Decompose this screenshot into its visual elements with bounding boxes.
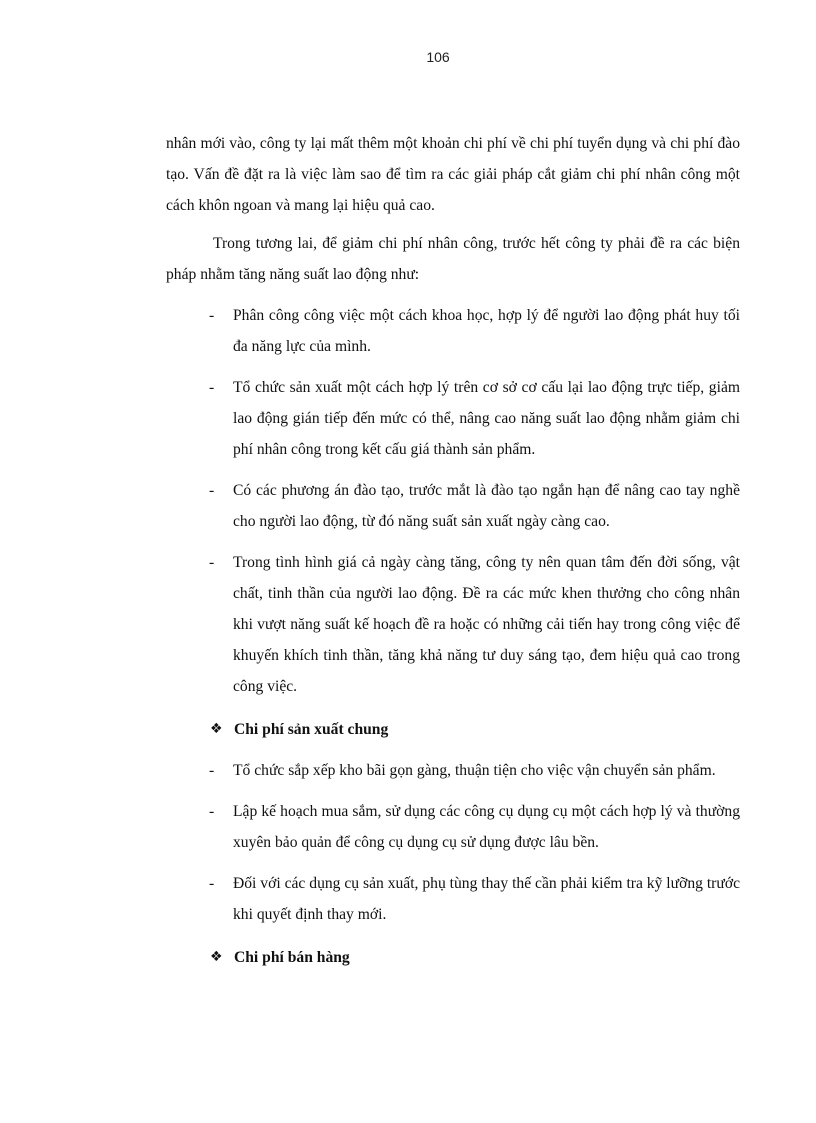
dash-bullet: - [209, 554, 215, 571]
page-number: 106 [426, 49, 450, 65]
section-heading-text: Chi phí bán hàng [234, 949, 350, 966]
section-heading-sales-costs [166, 942, 740, 973]
list-item [166, 755, 740, 786]
dash-bullet: - [209, 379, 215, 396]
list-item [166, 796, 740, 858]
dash-bullet: - [209, 875, 215, 892]
list-item-text: Lập kế hoạch mua sắm, sử dụng các công cụ dụng cụ một cách hợp lý và thường xuyên bảo quản để công cụ dụng cụ sử dụng được lâu bền. [233, 803, 740, 851]
dash-bullet: - [209, 762, 215, 779]
section-heading-text: Chi phí sản xuất chung [234, 721, 389, 738]
dash-bullet: - [209, 307, 215, 324]
list-item [166, 868, 740, 930]
list-item-text: Phân công công việc một cách khoa học, hợp lý để người lao động phát huy tối đa năng lực của mình. [233, 307, 740, 355]
list-item-text: Trong tình hình giá cả ngày càng tăng, công ty nên quan tâm đến đời sống, vật chất, tinh thần của người lao động. Đề ra các mức khen thưởng cho công nhân khi vượt năng suất kế hoạch đề ra hoặc có những cải tiến hay trong công việc để khuyến khích tinh thần, tăng khả năng tư duy sáng tạo, đem hiệu quả cao trong công việc. [233, 554, 740, 695]
list-item [166, 547, 740, 702]
measures-intro-paragraph: Trong tương lai, để giảm chi phí nhân công, trước hết công ty phải đề ra các biện pháp nhằm tăng năng suất lao động như: [166, 235, 740, 283]
dash-bullet: - [209, 803, 215, 820]
list-item-text: Tổ chức sắp xếp kho bãi gọn gàng, thuận tiện cho việc vận chuyển sản phẩm. [233, 762, 716, 779]
list-item-text: Tổ chức sản xuất một cách hợp lý trên cơ sở cơ cấu lại lao động trực tiếp, giảm lao động gián tiếp đến mức có thể, nâng cao năng suất lao động nhằm giảm chi phí nhân công trong kết cấu giá thành sản phẩm. [233, 379, 740, 458]
diamond-bullet-icon: ❖ [210, 949, 223, 965]
intro-paragraph: nhân mới vào, công ty lại mất thêm một khoản chi phí về chi phí tuyển dụng và chi phí đào tạo. Vấn đề đặt ra là việc làm sao để tìm ra các giải pháp cắt giảm chi phí nhân công một cách khôn ngoan và mang lại hiệu quả cao. [166, 135, 740, 214]
list-item-text: Có các phương án đào tạo, trước mắt là đào tạo ngắn hạn để nâng cao tay nghề cho người lao động, từ đó năng suất sản xuất ngày càng cao. [233, 482, 740, 530]
list-item [166, 372, 740, 465]
page-content [166, 128, 740, 973]
list-item-text: Đối với các dụng cụ sản xuất, phụ tùng thay thế cần phải kiểm tra kỹ lưỡng trước khi quyết định thay mới. [233, 875, 740, 923]
list-item [166, 475, 740, 537]
list-item [166, 300, 740, 362]
section-heading-general-costs [166, 714, 740, 745]
diamond-bullet-icon: ❖ [210, 721, 223, 737]
dash-bullet: - [209, 482, 215, 499]
